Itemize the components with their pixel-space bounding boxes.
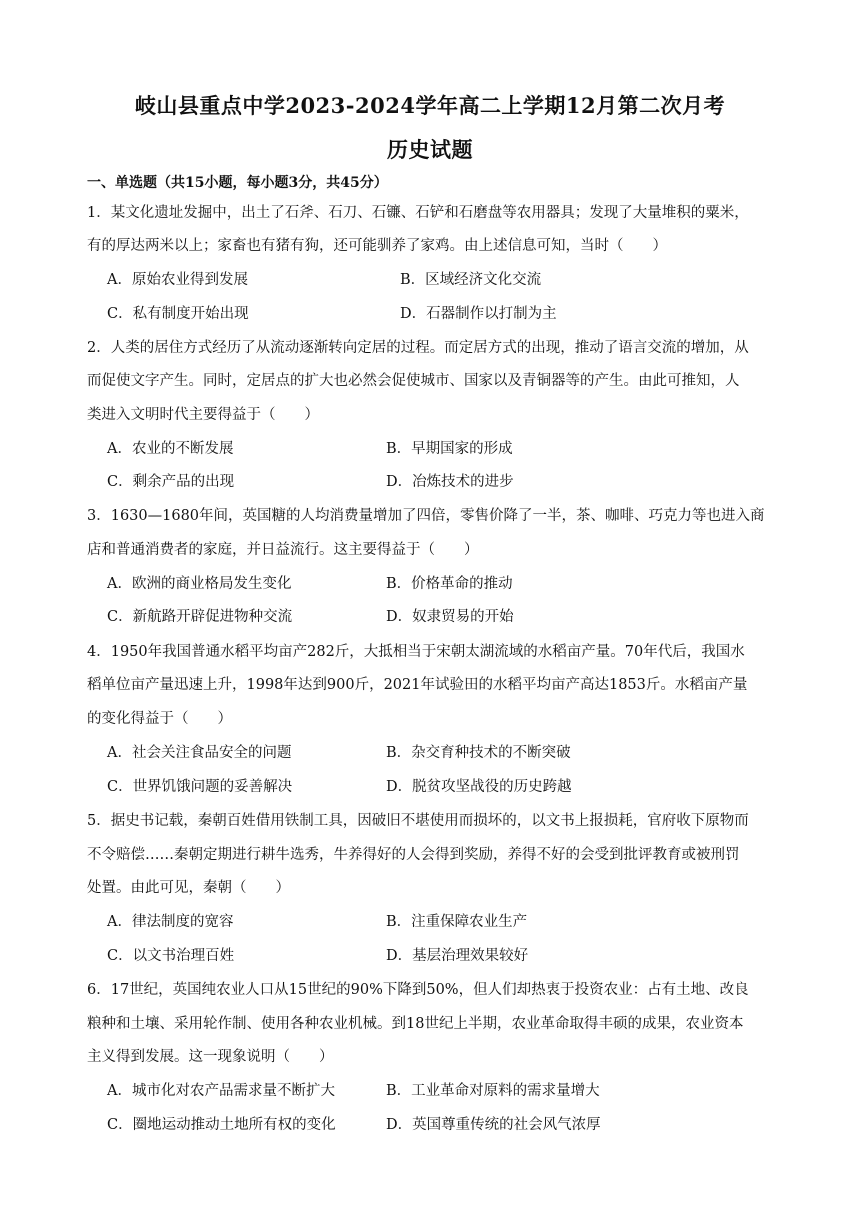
question-4-option-d[interactable]: D．脱贫攻坚战役的历史跨越	[386, 779, 572, 795]
question-5-option-d[interactable]: D．基层治理效果较好	[386, 948, 529, 964]
question-5-option-a[interactable]: A．律法制度的宽容	[107, 914, 234, 930]
question-6-option-b[interactable]: B．工业革命对原料的需求量增大	[386, 1083, 600, 1099]
question-5-line-1: 5．据史书记载，秦朝百姓借用铁制工具，因破旧不堪使用而损坏的，以文书上报损耗，官府收下原物而	[87, 813, 749, 829]
question-3-option-c[interactable]: C．新航路开辟促进物种交流	[107, 609, 293, 625]
section-heading: 一、单选题（共15小题，每小题3分，共45分）	[87, 175, 388, 191]
question-4-option-b[interactable]: B．杂交育种技术的不断突破	[386, 745, 571, 761]
question-1-option-b[interactable]: B．区域经济文化交流	[400, 272, 542, 288]
question-4-line-3: 的变化得益于（ ）	[87, 711, 232, 727]
question-3-line-2: 店和普通消费者的家庭，并日益流行。这主要得益于（ ）	[87, 542, 479, 558]
question-2-line-3: 类进入文明时代主要得益于（ ）	[87, 407, 319, 423]
question-3-line-1: 3．1630—1680年间，英国糖的人均消费量增加了四倍，零售价降了一半，茶、咖啡、巧克力等也进入商	[87, 508, 765, 524]
question-2-line-1: 2．人类的居住方式经历了从流动逐渐转向定居的过程。而定居方式的出现，推动了语言交流的增加，从	[87, 340, 749, 356]
question-5-line-2: 不令赔偿……秦朝定期进行耕牛选秀，牛养得好的人会得到奖励，养得不好的会受到批评教育或被刑罚	[87, 847, 740, 863]
question-6-line-3: 主义得到发展。这一现象说明（ ）	[87, 1049, 334, 1065]
question-6-option-c[interactable]: C．圈地运动推动土地所有权的变化	[107, 1117, 336, 1133]
question-1-option-d[interactable]: D．石器制作以打制为主	[400, 306, 557, 322]
question-6-line-2: 粮种和土壤、采用轮作制、使用各种农业机械。到18世纪上半期，农业革命取得丰硕的成果，农业资本	[87, 1016, 744, 1032]
question-1-option-c[interactable]: C．私有制度开始出现	[107, 306, 249, 322]
question-6-option-d[interactable]: D．英国尊重传统的社会风气浓厚	[386, 1117, 601, 1133]
question-2-option-b[interactable]: B．早期国家的形成	[386, 441, 513, 457]
question-5-option-b[interactable]: B．注重保障农业生产	[386, 914, 528, 930]
question-1-line-1: 1．某文化遗址发掘中，出土了石斧、石刀、石镰、石铲和石磨盘等农用器具；发现了大量堆积的粟米，	[87, 205, 749, 221]
question-1-option-a[interactable]: A．原始农业得到发展	[107, 272, 248, 288]
question-3-option-a[interactable]: A．欧洲的商业格局发生变化	[107, 576, 292, 592]
question-2-line-2: 而促使文字产生。同时，定居点的扩大也必然会促使城市、国家以及青铜器等的产生。由此可推知，人	[87, 373, 740, 389]
question-4-option-c[interactable]: C．世界饥饿问题的妥善解决	[107, 779, 293, 795]
question-2-option-d[interactable]: D．冶炼技术的进步	[386, 474, 514, 490]
question-4-line-1: 4．1950年我国普通水稻平均亩产282斤，大抵相当于宋朝太湖流域的水稻亩产量。70年代后，我国水	[87, 644, 745, 660]
question-1-line-2: 有的厚达两米以上；家畜也有猪有狗，还可能驯养了家鸡。由上述信息可知，当时（ ）	[87, 238, 667, 254]
question-3-option-b[interactable]: B．价格革命的推动	[386, 576, 513, 592]
question-2-option-a[interactable]: A．农业的不断发展	[107, 441, 234, 457]
question-4-option-a[interactable]: A．社会关注食品安全的问题	[107, 745, 292, 761]
question-2-option-c[interactable]: C．剩余产品的出现	[107, 474, 235, 490]
question-3-option-d[interactable]: D．奴隶贸易的开始	[386, 609, 514, 625]
question-6-line-1: 6．17世纪，英国纯农业人口从15世纪的90%下降到50%，但人们却热衷于投资农业：占有土地、改良	[87, 982, 749, 998]
question-4-line-2: 稻单位亩产量迅速上升，1998年达到900斤，2021年试验田的水稻平均亩产高达1853斤。水稻亩产量	[87, 677, 748, 693]
exam-subtitle: 历史试题	[387, 137, 473, 162]
question-6-option-a[interactable]: A．城市化对农产品需求量不断扩大	[107, 1083, 335, 1099]
question-5-option-c[interactable]: C．以文书治理百姓	[107, 948, 235, 964]
question-5-line-3: 处置。由此可见，秦朝（ ）	[87, 880, 290, 896]
exam-title: 岐山县重点中学2023-2024学年高二上学期12月第二次月考	[134, 93, 726, 118]
